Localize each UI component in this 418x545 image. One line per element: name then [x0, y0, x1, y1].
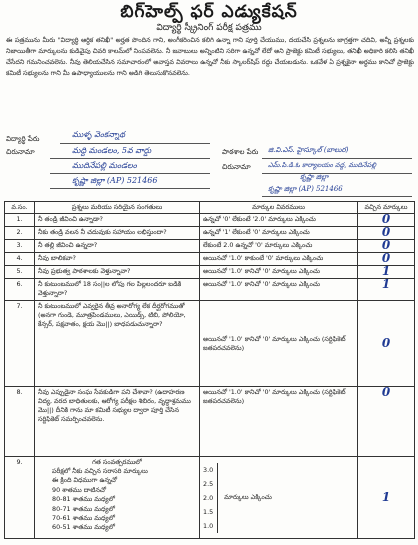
- row-score-rule: ఉన్నచో '1' లేకుంటే '0' మార్కులు ఎక్కించు: [200, 227, 358, 240]
- row-score-rule: [200, 457, 358, 539]
- row-score-rule: ఉన్నచో '0' లేకుంటే '2.0' మార్కులు ఎక్కించు: [200, 214, 358, 227]
- range-line: 80-71 శాతము మధ్యలో: [52, 504, 115, 513]
- range-line: 60-51 శాతము మధ్యలో: [52, 523, 115, 532]
- row-number: 6.: [5, 279, 35, 301]
- handwritten-mark: 1: [381, 490, 391, 504]
- header-score-details: మార్కుల వివరములు: [200, 202, 358, 214]
- handwritten-mark: 1: [381, 264, 391, 278]
- student-address-line2: ముదినేపల్లి మండలం: [72, 161, 137, 170]
- handwritten-mark: 0: [381, 212, 391, 226]
- school-address-underline-1: [262, 173, 412, 174]
- school-address-label: చిరునామా: [222, 163, 251, 171]
- row-score-rule: అయినచో '1.0' కాకుంటే '0' మార్కులు ఎక్కించు: [200, 253, 358, 266]
- header-question: ప్రశ్నలు మరియు సరియైన సంగతులు: [35, 202, 200, 214]
- address-underline-1: [50, 158, 210, 159]
- school-address-line2: కృష్ణా జిల్లా: [300, 173, 329, 181]
- student-name-underline: [60, 143, 210, 144]
- table-row: [5, 301, 415, 387]
- scale-label: మార్కులు ఎక్కించు: [224, 493, 272, 501]
- header-marks-obtained: వచ్చిన మార్కులు: [358, 202, 415, 214]
- row-number: 1.: [5, 214, 35, 227]
- school-name-value: జి.వి.ఎస్. హైస్కూల్ (బాలుర): [268, 146, 349, 154]
- row-number: 3.: [5, 240, 35, 253]
- address-underline-2: [50, 173, 210, 174]
- score-scale: [203, 463, 354, 533]
- page-title: బిగ్‌హెల్ప్ ఫర్ ఎడ్యుకేషన్: [120, 2, 298, 22]
- table-row: [5, 214, 415, 227]
- row-question: నీ కుటుంబములో 18 సం||ల లోపు గల పిల్లలందరూ బడికి వెళ్తున్నారా?: [35, 279, 200, 301]
- student-address-line1: మద్ది మండలం, 5వ వార్డు: [72, 146, 152, 155]
- row-mark-cell[interactable]: [358, 279, 415, 301]
- row-number: 5.: [5, 266, 35, 279]
- row-score-rule: లేకుంటే 2.0 ఉన్నచో '0' మార్కులు ఎక్కించు: [200, 240, 358, 253]
- row-question: నీవు బాలికవా?: [35, 253, 200, 266]
- row-question: నీవు ప్రభుత్వ పాఠశాలకు వెళ్తున్నావా?: [35, 266, 200, 279]
- handwritten-mark: 0: [381, 225, 391, 239]
- row-question: [35, 457, 200, 539]
- table-header-row: [5, 202, 415, 214]
- row9-title: గత సంవత్సరములో: [92, 458, 142, 466]
- scale-value: 1.0: [203, 521, 214, 530]
- row-score-rule: అయినచో '1.0' కానిచో '0' మార్కులు ఎక్కించు: [200, 266, 358, 279]
- row-mark-cell[interactable]: [358, 387, 415, 457]
- table-row: [5, 266, 415, 279]
- row-question: నీకు తండ్రి వలన నీ చదువుకు సహాయం లభిస్తుందా?: [35, 227, 200, 240]
- row-mark-cell[interactable]: [358, 301, 415, 387]
- school-address-line1: ఎమ్.పి.డి.ఓ కార్యాలయం వద్ద, ముదినేపల్లి: [268, 161, 376, 169]
- row-number: 7.: [5, 301, 35, 387]
- handwritten-mark: 0: [381, 251, 391, 265]
- row-question: నీవు ఎప్పుడైనా సంఘ సేవకుడిగా పని చేశావా? (ఉదాహరణ విద్య, వరద బాధితులకు, ఆరోగ్య పరీక్షల శిబిరం, వృద్ధాశ్రమము మొ||) దీనికి గాను మా కమిటీ సభ్యుల ద్వారా పూర్తి చేసిన సర్టిఫికెట్ సమర్పించవలెను.: [35, 387, 200, 457]
- row-mark-cell[interactable]: [358, 457, 415, 539]
- scale-values: [203, 463, 218, 533]
- row-number: 8.: [5, 387, 35, 457]
- header-serial: వ.సం.: [5, 202, 35, 214]
- table-row: [5, 227, 415, 240]
- range-line: 90 శాతము దాటినచో: [52, 485, 106, 494]
- row-number: 2.: [5, 227, 35, 240]
- student-address-line3: కృష్ణా జిల్లా (AP) 521466: [72, 176, 158, 185]
- scale-value: 3.0: [203, 465, 214, 474]
- table-row: [5, 240, 415, 253]
- student-name-label: విద్యార్థి పేరు: [6, 135, 40, 143]
- school-address-line3: కృష్ణా జిల్లా (AP) 521466: [268, 185, 343, 193]
- scale-value: 2.0: [203, 493, 214, 502]
- row-number: 4.: [5, 253, 35, 266]
- range-line: 70-61 శాతము మధ్యలో: [52, 514, 115, 523]
- row-score-rule: అయినచో '1.0' కానిచో '0' మార్కులు ఎక్కించు: [200, 279, 358, 301]
- row-score-rule: అయినచో '1.0' కానిచో '0' మార్కులు ఎక్కించు (సర్టిఫికెట్ జతపరచవలెను): [200, 387, 358, 457]
- handwritten-mark: 0: [381, 336, 391, 350]
- range-line: పరీక్షలో నీకు వచ్చిన సరాసరి మార్కులు: [52, 467, 148, 475]
- row-question: నీ తల్లి జీవించి ఉన్నదా?: [35, 240, 200, 253]
- table-row: [5, 457, 415, 539]
- row-number: 9.: [5, 457, 35, 539]
- instructions-paragraph: ఈ పత్రమును మీరు "విద్యార్థి ఆర్థిక తనిఖీ" అర్హత పొందిన గాని, అంగీకరించిన కలిగి ఉన్నా గాని పూర్తి చేయుము, దయచేసి ప్రశ్నలను జాగ్రత్తగా చదివి, అన్నీ ప్రశ్నలకు నిజాయితీగా మార్కులను కుడివైపు చివరి కాలమ్‌లో నింపవలెను. నీ జవాబులు అన్నింటిని సరిగా ఉన్నవో లేదో అని ప్రాజెక్టు కమిటీ సభ్యులు, తనిఖీ అధికారి కలిసి తనిఖీ చేసేదని గమనించవలెను. నీవు తెలియచేసిన సమాచారంలో అవాస్తవ వివరాలు ఉన్నచో నీకు స్కాలర్‌షిప్ రద్దు చేయబడును. ఒకవేళ ఏ ప్రశ్నకైనా అర్థము కానిచో ప్రాజెక్టు కమిటీ సభ్యులను గాని మీ ఉపాధ్యాయులను గాని అడిగి తెలుసుకొనవలెను.: [6, 36, 414, 77]
- table-row: [5, 387, 415, 457]
- handwritten-mark: 0: [381, 238, 391, 252]
- student-name-value: ముళ్ళ వెంకన్నాథ: [72, 130, 125, 139]
- table-row: [5, 253, 415, 266]
- screening-table: [4, 201, 415, 539]
- scale-value: 1.5: [203, 507, 214, 516]
- handwritten-mark: 0: [381, 385, 391, 399]
- range-line: ఈ క్రింది విధముగా ఉన్నచో: [52, 476, 118, 485]
- school-name-underline: [262, 158, 412, 159]
- table-row: [5, 279, 415, 301]
- row-question: నీ తండ్రి జీవించి ఉన్నాడా?: [35, 214, 200, 227]
- row-score-rule: అయినచో '1.0' కానిచో '0' మార్కులు ఎక్కించు (సర్టిఫికెట్ జతపరచవలెను): [200, 301, 358, 387]
- scale-value: 2.5: [203, 479, 214, 488]
- school-name-label: పాఠశాల పేరు: [222, 148, 259, 156]
- row-question: నీ కుటుంబములో ఎవ్వరైన తీవ్ర అనారోగ్య లేక దీర్ఘరోగముతో (అనగా గుండె, మూత్రపిండములు, ఎయిడ్స్, టిబి, పోలియో, కేన్సర్, పక్షవాతం, క్షయ మొ||) బాధపడుచున్నారా?: [35, 301, 200, 387]
- student-address-label: చిరునామా: [6, 148, 35, 156]
- school-address-underline-2: [262, 196, 412, 197]
- row9-ranges: [38, 467, 196, 533]
- handwritten-mark: 1: [381, 277, 391, 291]
- range-line: 80-81 శాతము మధ్యలో: [52, 495, 115, 504]
- address-underline-3: [50, 188, 210, 189]
- page-subtitle: విద్యార్థి స్క్రీనింగ్ పరీక్ష పత్రము: [156, 23, 262, 33]
